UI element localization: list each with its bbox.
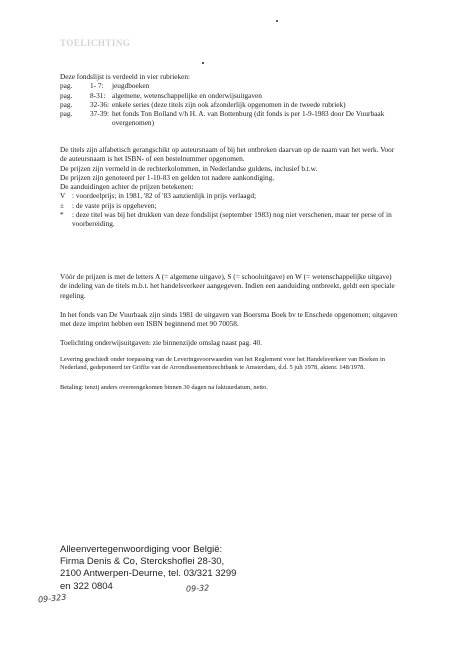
legend-text: : deze titel was bij het drukken van deze fondslijst (september 1983) nog niet verschenen, maar ter perse of in voorbereiding. — [72, 210, 392, 229]
rubriek-range: 8-31: — [90, 90, 106, 100]
rubriek-label: pag. — [60, 99, 73, 109]
rubriek-range: 1- 7: — [90, 81, 104, 91]
footer-line: Firma Denis & Co, Sterckshoflei 28-30, — [60, 556, 225, 568]
legend-symbol: * — [60, 210, 64, 220]
rubriek-range: 37-39: — [90, 109, 110, 119]
rubriek-text: jeugdboeken — [112, 81, 150, 91]
rubriek-text: enkele series (deze titels zijn ook afzonderlijk opgenomen in de tweede rubriek) — [112, 99, 346, 109]
legend-item — [60, 191, 400, 200]
legend-symbol: ± — [60, 200, 65, 210]
prices-line: De aanduidingen achter de prijzen betekenen: — [60, 182, 194, 192]
rubriek-item — [60, 81, 400, 90]
handwritten-note: 09-32 — [185, 583, 210, 594]
belgium-representation — [60, 544, 236, 593]
footer-line: en 322 0804 — [60, 580, 113, 592]
footer-line: 2100 Antwerpen-Deurne, tel. 03/321 3299 — [60, 568, 237, 580]
onderwijs-paragraph: Toelichting onderwijsuitgaven: zie binnenzijde omslag naast pag. 40. — [60, 338, 262, 347]
rubriek-item — [60, 100, 400, 109]
titels-paragraph: De titels zijn alfabetisch gerangschikt op auteursnaam of bij het ontbreken daarvan op de naam van het werk. Voor de auteursnaam is het ISBN- of een bestelnummer opgenomen. — [60, 145, 395, 164]
rubriek-text: algemene, wetenschappelijke en onderwijsuitgaven — [112, 90, 262, 100]
rubrieken-section — [60, 72, 400, 128]
legend-text: : de vaste prijs is opgeheven; — [72, 200, 157, 210]
rubriek-text: het fonds Ton Bolland v/h H. A. van Bottenburg (dit fonds is per 1-9-1983 door De Vuurbaak overgenomen) — [112, 109, 385, 128]
scan-speck — [276, 20, 278, 22]
prices-line: De prijzen zijn genoteerd per 1-10-83 en gelden tot nadere aankondiging. — [60, 172, 275, 182]
page-heading: TOELICHTING — [60, 38, 131, 48]
betaling-paragraph: Betaling: tenzij anders overeengekomen binnen 30 dagen na faktuurdatum, netto. — [60, 384, 268, 391]
letters-paragraph: Vóór de prijzen is met de letters A (= algemene uitgave), S (= schooluitgave) en W (= wetenschappelijke uitgave) de indeling van de titels m.b.t. het handelsverkeer aangegeven. Indien een aanduiding ontbreekt, geldt een speciale regeling. — [60, 272, 395, 300]
rubriek-item — [60, 109, 400, 128]
rubriek-item — [60, 91, 400, 100]
titels-section — [60, 145, 400, 229]
legend-item — [60, 210, 400, 229]
prices-line: De prijzen zijn vermeld in de rechterkolommen, in Nederlandse guldens, inclusief b.t.w. — [60, 163, 318, 173]
handwritten-note: 09-323 — [37, 592, 67, 605]
legend-symbol: V — [60, 191, 66, 201]
footer-line: Alleenvertegenwoordiging voor België: — [60, 544, 223, 555]
rubriek-range: 32-36: — [90, 99, 110, 109]
rubriek-label: pag. — [60, 90, 73, 100]
rubriek-label: pag. — [60, 81, 73, 91]
boersma-paragraph: In het fonds van De Vuurbaak zijn sinds 1981 de uitgaven van Boersma Boek bv te Enschede opgenomen; uitgaven met deze imprint hebben een ISBN beginnend met 90 70058. — [60, 310, 398, 329]
legend-text: : voordeelprijs; in 1981, '82 of '83 aanzienlijk in prijs verlaagd; — [72, 191, 256, 201]
levering-paragraph: Levering geschiedt onder toepassing van de Leveringsvoorwaarden van het Reglement voor het Handelsverkeer van Boeken in Nederland, gedeponeerd ter Griffie van de Arrondissementsrechtbank te Amsterdam, d.d. 5 juli 1978, aktenr. 148/1978. — [60, 356, 385, 372]
scan-speck — [202, 62, 204, 64]
rubriek-label: pag. — [60, 109, 73, 119]
legend-item — [60, 201, 400, 210]
intro-text: Deze fondslijst is verdeeld in vier rubrieken: — [60, 72, 191, 81]
